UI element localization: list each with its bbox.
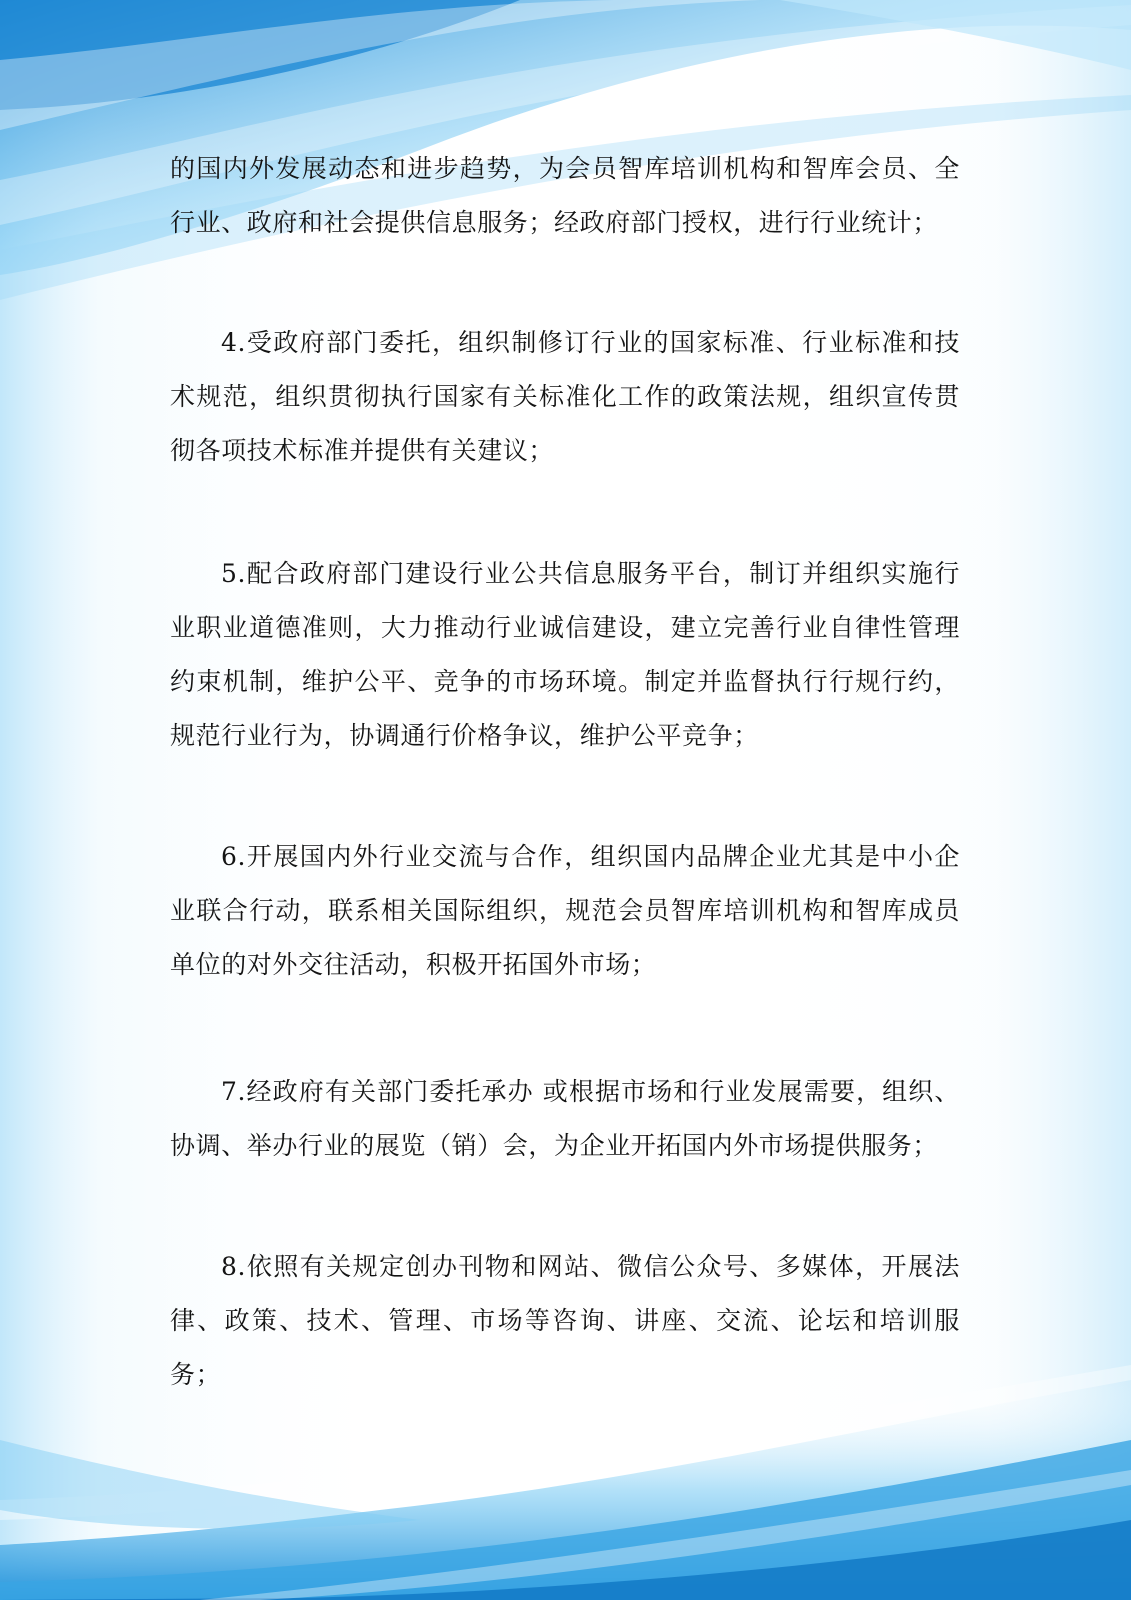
paragraph-item-8: 8.依照有关规定创办刊物和网站、微信公众号、多媒体，开展法律、政策、技术、管理、市场等咨询、讲座、交流、论坛和培训服务； bbox=[170, 1252, 960, 1389]
paragraph-item-7: 7.经政府有关部门委托承办 或根据市场和行业发展需要，组织、协调、举办行业的展览（销）会，为企业开拓国内外市场提供服务； bbox=[170, 1077, 960, 1160]
paragraph-item-4: 4.受政府部门委托，组织制修订行业的国家标准、行业标准和技术规范，组织贯彻执行国家有关标准化工作的政策法规，组织宣传贯彻各项技术标准并提供有关建议； bbox=[170, 328, 960, 465]
paragraph-item-6: 6.开展国内外行业交流与合作，组织国内品牌企业尤其是中小企业联合行动，联系相关国际组织，规范会员智库培训机构和智库成员单位的对外交往活动，积极开拓国外市场； bbox=[170, 842, 960, 979]
paragraph-item-5: 5.配合政府部门建设行业公共信息服务平台，制订并组织实施行业职业道德准则，大力推动行业诚信建设，建立完善行业自律性管理约束机制，维护公平、竞争的市场环境。制定并监督执行行规行约，规范行业行为，协调通行价格争议，维护公平竞争； bbox=[170, 559, 960, 750]
paragraph-continuation: 的国内外发展动态和进步趋势，为会员智库培训机构和智库会员、全行业、政府和社会提供信息服务；经政府部门授权，进行行业统计； bbox=[170, 154, 960, 237]
